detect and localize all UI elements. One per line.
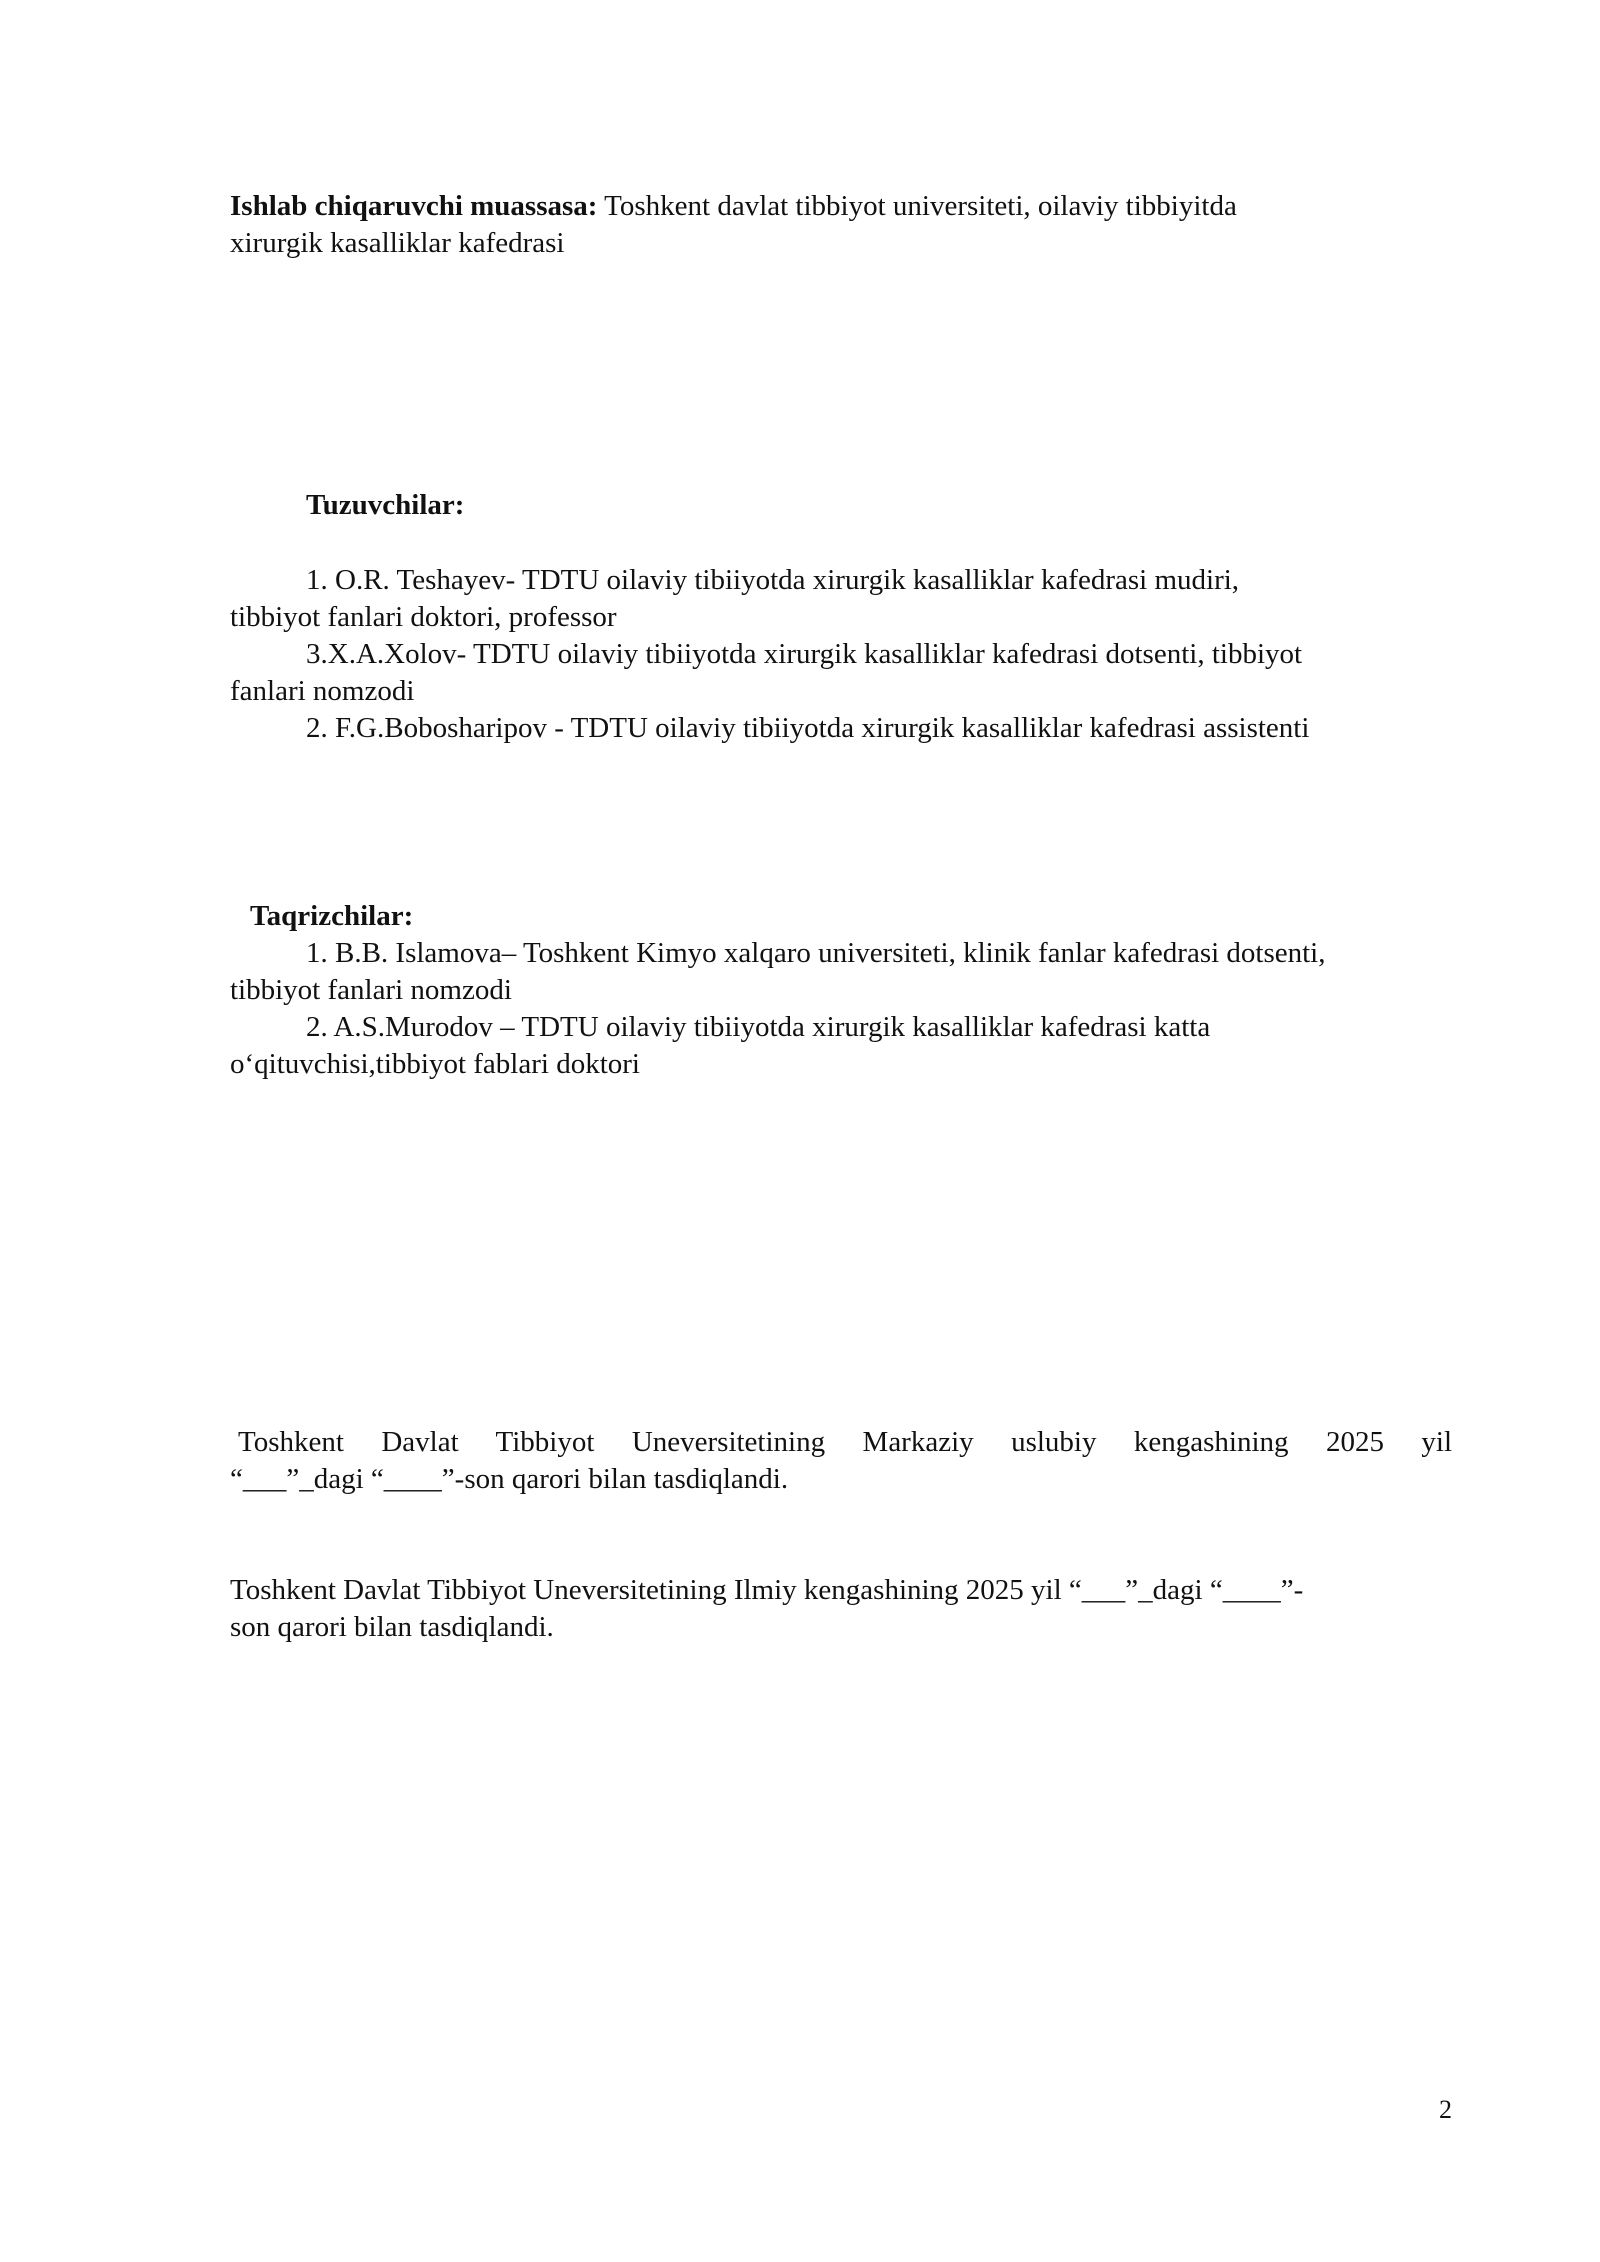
page-number: 2 [1439,2095,1452,2124]
compilers-list [230,562,1452,747]
compiler-line: fanlari nomzodi [230,675,415,707]
reviewer-line: 2. A.S.Murodov – TDTU oilaviy tibiiyotda xirurgik kasalliklar kafedrasi katta [306,1011,1211,1043]
approval1-line-1: Toshkent Davlat Tibbiyot Uneversitetining Markaziy uslubiy kengashining 2025 yil [238,1426,1452,1458]
compilers-title: Tuzuvchilar: [306,489,465,521]
reviewer-line: tibbiyot fanlari nomzodi [230,974,512,1006]
producer-institution [230,188,1452,262]
reviewers-title: Taqrizchilar: [250,900,414,932]
producer-line-2: xirurgik kasalliklar kafedrasi [230,227,565,259]
approval-central-council [230,1424,1452,1498]
reviewers-section [230,898,1452,1083]
producer-line-1 [230,188,1452,225]
approval2-line-2: son qarori bilan tasdiqlandi. [230,1611,554,1643]
approval1-line-2: “___”_dagi “____”-son qarori bilan tasdiqlandi. [230,1463,789,1495]
compiler-line: 3.X.A.Xolov- TDTU oilaviy tibiiyotda xirurgik kasalliklar kafedrasi dotsenti, tibbiyot [306,638,1303,670]
producer-text: Toshkent davlat tibbiyot universiteti, oilaviy tibbiyitda [597,190,1237,222]
compiler-line: 2. F.G.Bobosharipov - TDTU oilaviy tibiiyotda xirurgik kasalliklar kafedrasi assistenti [306,712,1310,744]
approval2-line-1: Toshkent Davlat Tibbiyot Uneversitetining Ilmiy kengashining 2025 yil “___”_dagi “____”- [230,1574,1304,1606]
compiler-line: tibbiyot fanlari doktori, professor [230,601,617,633]
compilers-section [230,487,1452,524]
producer-label: Ishlab chiqaruvchi muassasa: [230,190,598,222]
compiler-line: 1. O.R. Teshayev- TDTU oilaviy tibiiyotda xirurgik kasalliklar kafedrasi mudiri, [306,564,1240,596]
reviewer-line: o‘qituvchisi,tibbiyot fablari doktori [230,1048,640,1080]
approval-scientific-council [230,1572,1452,1646]
reviewer-line: 1. B.B. Islamova– Toshkent Kimyo xalqaro universiteti, klinik fanlar kafedrasi dotsenti, [306,937,1326,969]
